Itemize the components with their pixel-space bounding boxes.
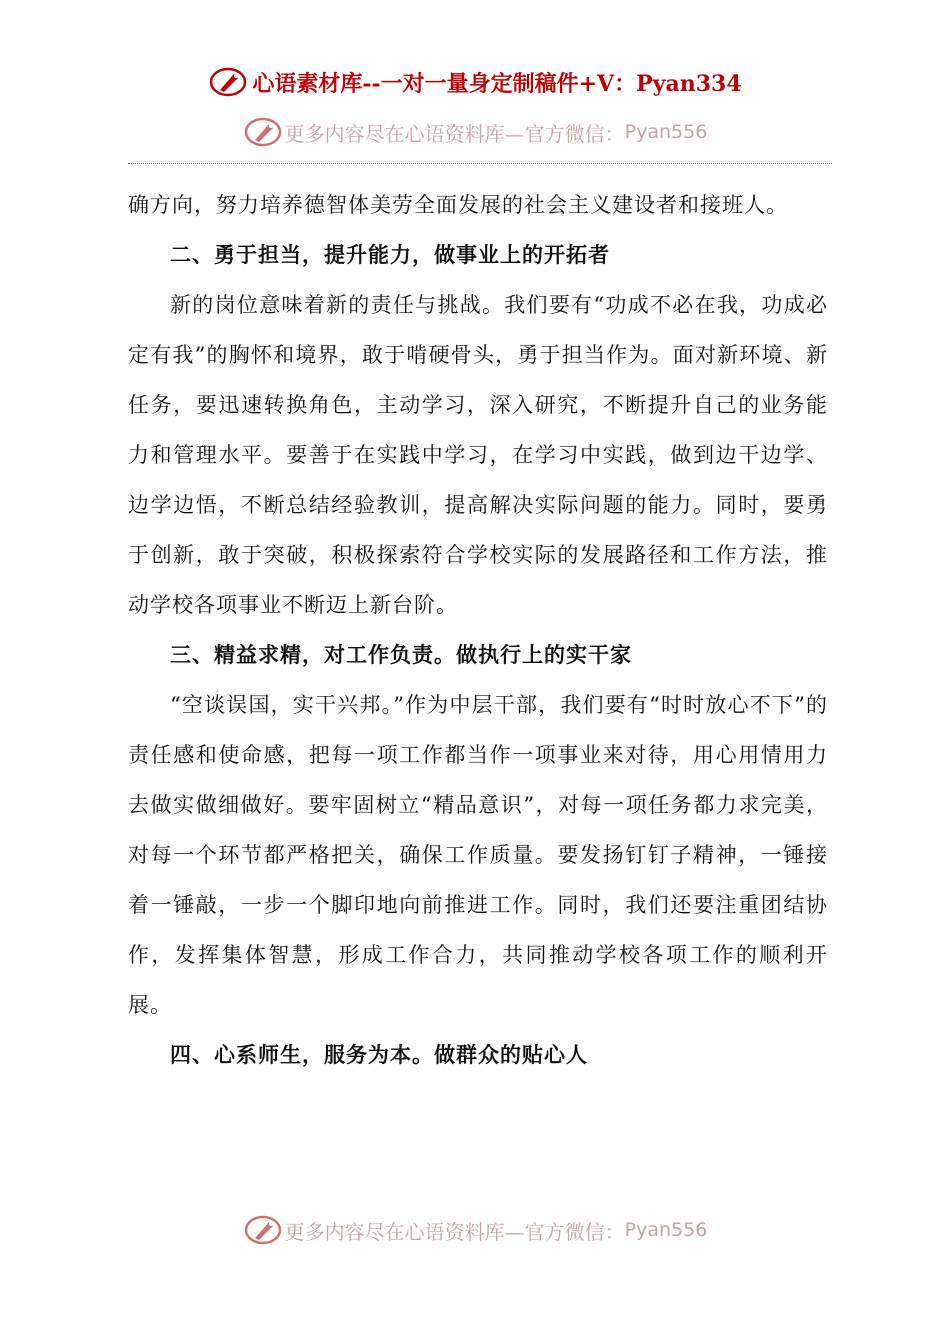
header-watermark-text: 更多内容尽在心语资料库—官方微信： [284, 121, 625, 146]
section-heading-2: 二、勇于担当，提升能力，做事业上的开拓者 [170, 242, 610, 267]
paragraph-section-3: “空谈误国，实干兴邦。”作为中层干部，我们要有“时时放心不下”的责任感和使命感，把每一项工作都当作一项事业来对待，用心用情用力去做实做细做好。要牢固树立“精品意识”，对每一项任务都力求完美，对每一个环节都严格把关，确保工作质量。要发扬钉钉子精神，一锤接着一锤敲，一步一个脚印地向前推进工作。同时，我们还要注重团结协作，发挥集体智慧，形成工作合力，共同推动学校各项工作的顺利开展。 [128, 693, 828, 1017]
header-watermark-id: Pyan556 [624, 121, 708, 143]
pen-nib-logo-icon [243, 114, 283, 150]
paragraph-section-2: 新的岗位意味着新的责任与挑战。我们要有“功成不必在我，功成必定有我”的胸怀和境界，敢于啃硬骨头，勇于担当作为。面对新环境、新任务，要迅速转换角色，主动学习，深入研究，不断提升自己的业务能力和管理水平。要善于在实践中学习，在学习中实践，做到边干边学、边学边悟，不断总结经验教训，提高解决实际问题的能力。同时，要勇于创新，敢于突破，积极探索符合学校实际的发展路径和工作方法，推动学校各项事业不断迈上新台阶。 [128, 293, 828, 617]
footer-watermark-text: 更多内容尽在心语资料库—官方微信： [284, 1219, 625, 1244]
pen-nib-logo-icon [208, 64, 248, 100]
document-body [128, 180, 828, 1080]
footer-watermark [0, 1210, 950, 1250]
header-title: 心语素材库--一对一量身定制稿件+V：Pyan334 [252, 70, 742, 97]
section-heading-4: 四、心系师生，服务为本。做群众的贴心人 [170, 1042, 588, 1067]
header-divider [128, 163, 832, 164]
header-watermark [0, 112, 950, 152]
paragraph-continuation: 确方向，努力培养德智体美劳全面发展的社会主义建设者和接班人。 [128, 193, 788, 217]
footer-watermark-id: Pyan556 [624, 1219, 708, 1241]
section-heading-3: 三、精益求精，对工作负责。做执行上的实干家 [170, 642, 632, 667]
pen-nib-logo-icon [243, 1212, 283, 1248]
header-title-bar [0, 62, 950, 102]
